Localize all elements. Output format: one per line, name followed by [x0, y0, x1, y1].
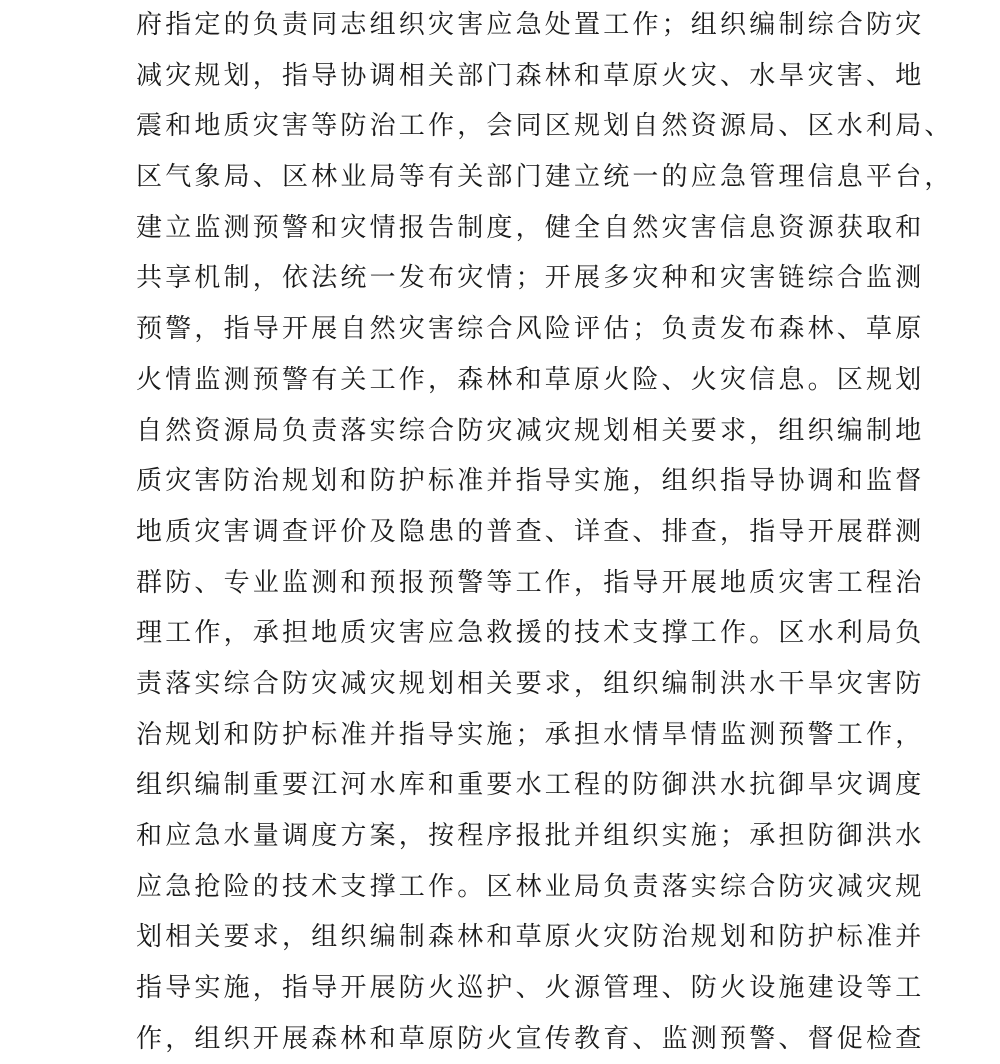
text-line-14: 责落实综合防灾减灾规划相关要求，组织编制洪水干旱灾害防 — [136, 668, 925, 699]
body-paragraph — [136, 0, 954, 1064]
text-line-2: 减灾规划，指导协调相关部门森林和草原火灾、水旱灾害、地 — [136, 60, 925, 91]
text-line-8: 火情监测预警有关工作，森林和草原火险、火灾信息。区规划 — [136, 364, 925, 395]
text-line-9: 自然资源局负责落实综合防灾减灾规划相关要求，组织编制地 — [136, 415, 925, 446]
text-line-12: 群防、专业监测和预报预警等工作，指导开展地质灾害工程治 — [136, 567, 925, 598]
text-line-13: 理工作，承担地质灾害应急救援的技术支撑工作。区水利局负 — [136, 618, 925, 649]
text-line-10: 质灾害防治规划和防护标准并指导实施，组织指导协调和监督 — [136, 466, 925, 497]
text-line-11: 地质灾害调查评价及隐患的普查、详查、排查，指导开展群测 — [136, 516, 925, 547]
text-line-19: 划相关要求，组织编制森林和草原火灾防治规划和防护标准并 — [136, 922, 925, 953]
text-line-21: 作，组织开展森林和草原防火宣传教育、监测预警、督促检查 — [136, 1023, 925, 1054]
text-line-17: 和应急水量调度方案，按程序报批并组织实施；承担防御洪水 — [136, 821, 925, 851]
text-line-1: 府指定的负责同志组织灾害应急处置工作；组织编制综合防灾 — [136, 10, 925, 40]
text-line-18: 应急抢险的技术支撑工作。区林业局负责落实综合防灾减灾规 — [136, 871, 925, 902]
text-line-7: 预警，指导开展自然灾害综合风险评估；负责发布森林、草原 — [136, 314, 925, 345]
text-line-6: 共享机制，依法统一发布灾情；开展多灾种和灾害链综合监测 — [136, 263, 925, 294]
text-line-5: 建立监测预警和灾情报告制度，健全自然灾害信息资源获取和 — [136, 212, 925, 243]
text-line-3: 震和地质灾害等防治工作，会同区规划自然资源局、区水利局、 — [136, 111, 954, 142]
text-line-4: 区气象局、区林业局等有关部门建立统一的应急管理信息平台， — [136, 162, 954, 193]
text-line-15: 治规划和防护标准并指导实施；承担水情旱情监测预警工作， — [136, 719, 925, 750]
text-line-16: 组织编制重要江河水库和重要水工程的防御洪水抗御旱灾调度 — [136, 770, 925, 801]
text-line-20: 指导实施，指导开展防火巡护、火源管理、防火设施建设等工 — [136, 973, 925, 1004]
